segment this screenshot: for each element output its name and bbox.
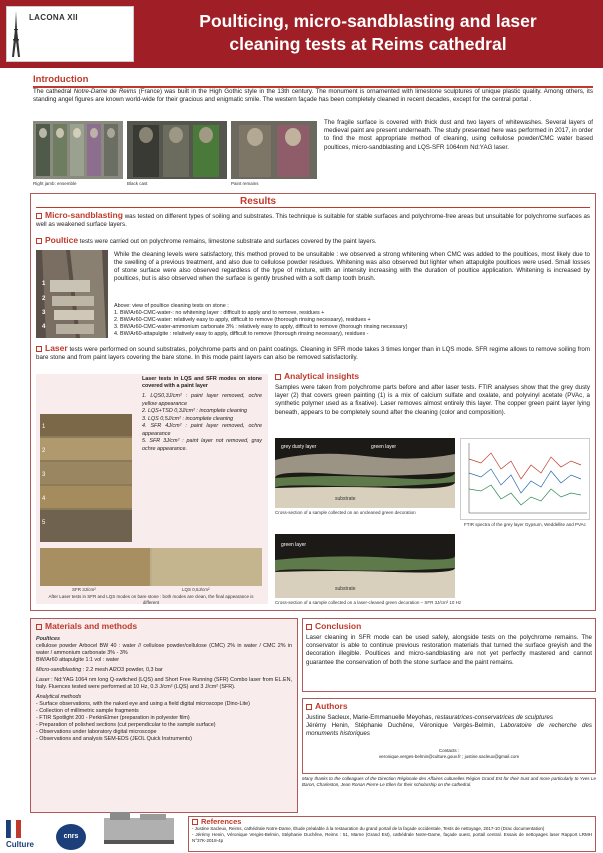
laser-item: 1. LQS0,3J/cm² : paint layer removed, ochre yellow appearance (142, 393, 262, 407)
poultices-text-2: BW/Ar60 attapulgite 1:1 vol : water (36, 657, 119, 663)
poultice-list (114, 303, 590, 338)
laser-items (142, 393, 262, 453)
poultice-list-item: 4. BW/Ar60-attapulgite : relatively easy to apply, difficult to remove (thorough rinsing necessary), residues - (114, 331, 369, 337)
materials-heading-line (36, 622, 292, 632)
label-green-layer: green layer (371, 444, 397, 450)
label-substrate: substrate (335, 496, 356, 502)
intro-text-c: (France) was built in the High Gothic style in the 13th century. The monument is ornamented with limestone sculptures of unique plastic quality. Among others, its standing angel figures are known world-wide for their gracious and enigmatic smile. The western façade has been completely cleaned in recent decades, except for the central portal . (33, 88, 593, 104)
checkbox-icon (36, 346, 42, 352)
eiffel-tower-icon (11, 11, 21, 57)
caption-paint-remains: Paint remains (231, 181, 259, 186)
analytical-method-item: - FTIR Spotlight 200 - PerkinElmer (preparation in polyester film) (36, 715, 190, 721)
laser-line (36, 677, 292, 691)
poultices-subheading: Poultices (36, 636, 60, 642)
svg-text:5: 5 (42, 520, 46, 526)
caption-right-jamb: Right jamb: ensemble (33, 181, 77, 186)
checkbox-icon (36, 238, 42, 244)
svg-text:1: 1 (42, 424, 46, 430)
photo-number-3: 3 (42, 310, 46, 316)
references-heading: References (201, 817, 242, 826)
checkbox-icon (192, 819, 198, 825)
micro-sandblasting-label: Micro-sandblasting (45, 210, 123, 220)
analytical-method-item: - Observations and analysis SEM-EDS (JEOL Quick Instruments) (36, 736, 192, 742)
conclusion-text: Laser cleaning in SFR mode can be used safely, alongside tests on the polychrome remains. The conservator is able to continue previous restoration materials that turned the surface greyish and the decoration illegible. Poultices and micro-sandblasting are not yet perfectly mastered and cannot guarantee the conservation of both the stone surface and the paint remains. (306, 634, 592, 666)
analytical-methods-subheading: Analytical methods (36, 694, 82, 700)
micro-sand-line (36, 667, 292, 674)
ftir-spectra (460, 438, 590, 520)
photo-number-2: 2 (42, 296, 46, 302)
photo-number-4: 4 (42, 324, 46, 330)
laser-body: tests were performed on sound substrates, polychrome parts and on paint coatings. Cleaning in SFR mode takes 3 times longer than in LQS mode. SFR regime allows to remove soiling from bare stone and from paint layers covering the bare stone. In this mode paint layers can also be removed satisfactorily. (36, 346, 590, 362)
analytical-heading-line (275, 372, 590, 382)
intro-text-b: Notre-Dame de Reims (73, 88, 137, 95)
photo-black-cast (127, 121, 227, 179)
authors-role-1: restauratrices-conservatrices de sculptures (434, 714, 553, 721)
introduction-text (33, 88, 593, 104)
title-line-1: Poulticing, micro-sandblasting and laser (199, 11, 537, 31)
photo-poultice-tests (36, 250, 108, 338)
poultice-label: Poultice (45, 235, 79, 245)
reference-item: - Jérémy Henin, Véronique Vergès-Belmin, Stéphanie Duchêne, Reims : 51, Marne (Grand Est), cathédrale Notre-Dame, façade ouest, portail central. Essais de nettoyages laser Rapport LRMH N°37K-2018-4p (192, 831, 592, 843)
poultice-body: tests were carried out on polychrome remains, limestone substrate and surfaces covered by the paint layers. (78, 238, 377, 245)
photo-laser-bare-stone (40, 548, 262, 586)
laser-item: 2. LQS+TSD 0,3J/cm² : incomplete cleaning (142, 408, 248, 414)
contacts-emails[interactable]: veronique.verges-belmin@culture.gouv.fr ; justine.sacleux@gmail.com (378, 753, 520, 759)
laser-photo-label-lqs: LQS 0,5J/cm² (182, 587, 210, 592)
laser-label: Laser (45, 343, 68, 353)
checkbox-icon (275, 374, 281, 380)
logo-title: LACONA XII (29, 13, 78, 22)
ministry-culture-logo (4, 818, 50, 850)
materials-body (36, 636, 292, 743)
laser-box-title: Laser tests in LQS and SFR modes on stone covered with a paint layer (142, 376, 262, 389)
poultice-list-item: 2. BW/Ar60-CMC-water: relatively easy to apply, difficult to remove (thorough rinsing necessary), residues + (114, 317, 371, 323)
authors-role-2: Laboratoire de recherche des monuments historiques (306, 722, 592, 738)
label-green-layer-cleaned: green layer (281, 542, 307, 548)
lrmh-building-logo (100, 808, 180, 848)
laser-item: 3. LQS 0,5J/cm² : incomplete cleaning (142, 415, 234, 422)
caption-cross-section-cleaned: Cross-section of a sample collected on a laser-cleaned green decoration – SFR 3J/cm² 10 Hz (275, 600, 462, 605)
results-divider (36, 207, 590, 208)
photo-right-jamb (33, 121, 123, 179)
introduction-heading: Introduction (33, 74, 89, 85)
culture-label: Culture (6, 840, 34, 849)
analytical-method-item: - Observations under laboratory digital microscope (36, 729, 157, 735)
header-banner (0, 0, 603, 68)
laser-photo-label-sfr: SFR 3J/cm² (72, 587, 96, 592)
conclusion-heading: Conclusion (315, 621, 362, 631)
micro-sand-subheading: Micro-sandblasting (36, 667, 82, 673)
label-substrate-cleaned: substrate (335, 586, 356, 592)
lacona-logo (6, 6, 134, 62)
caption-ftir: FTIR spectra of the grey layer Gypsum, Weddellite and PVAc (464, 522, 586, 527)
contacts-block (306, 748, 592, 760)
intro-text-a: The cathedral (33, 88, 74, 95)
micro-sand-text: : 2.2 mesh Al2O3 powder, 0,3 bar (81, 667, 163, 673)
references-heading-line (192, 818, 592, 826)
conclusion-heading-line (306, 622, 592, 632)
svg-text:2: 2 (42, 448, 46, 454)
poultice-detail-text: While the cleaning levels were satisfactory, this method proved to be unsuitable : we observed a strong whitening when CMC was added to the poultices, most likely due to the swelling of a previous treatment, and also due to cellulose powder residues. Whitening was also observed but lighter when attapulgite poultices were used. Small losses of stone surface were also observed regardless of the type of mixture, with an intensity increasing with the duration of poultice application. Whitening is increased by poultices, but is also observed when the surface is gently brushed with a soft damp tooth brush. (114, 251, 590, 283)
micro-sandblasting-text (36, 211, 590, 229)
laser-item: 5. SFR 3J/cm² : paint layer not removed, gray ochre appearance. (142, 438, 262, 452)
checkbox-icon (36, 213, 42, 219)
materials-heading: Materials and methods (45, 621, 138, 631)
caption-cross-section-uncleaned: Cross-section of a sample collected on an uncleaned green decoration (275, 510, 416, 515)
laser-caption: After Laser tests in SFR and LQS modes on bare stone : both modes are clean, the final appearance is different (48, 594, 254, 605)
footer-logos (0, 818, 100, 853)
poultice-list-item: 1. BW/Ar60-CMC-water-: no whitening layer : difficult to apply and to remove, residues + (114, 310, 325, 316)
results-heading: Results (240, 196, 277, 207)
photo-cross-section-cleaned (275, 534, 455, 598)
poultice-intro-text (36, 236, 590, 246)
svg-text:3: 3 (42, 472, 46, 478)
analytical-heading: Analytical insights (284, 371, 360, 381)
photo-laser-tests (40, 414, 132, 542)
poultice-list-title: Above: view of poultice cleaning tests on stone : (114, 303, 229, 309)
introduction-side-text: The fragile surface is covered with thick dust and two layers of whitewashes. Several layers of medieval paint are present underneath. The study presented here was performed in 2017, in order to find the most appropriate method of cleaning, using cellulose powder/CMC water based poultices, micro-sandblasting and LQS-SFR 1064nm Nd:YAG laser. (324, 119, 593, 151)
laser-subheading: Laser (36, 677, 50, 683)
references-list (192, 826, 592, 843)
acknowledgements: Many thanks to the colleagues of the Direction Régionale des Affaires culturelles Région Grand Est for their trust and more particularly to Yves Le Baron, Charleston, Jean Ronan Pierre-Le Ellen for their scholarship on the cathedral. (302, 776, 596, 787)
laser-item: 4. SFR 4J/cm² : paint layer removed, ochre appearance (142, 423, 262, 437)
svg-text:4: 4 (42, 496, 46, 502)
contacts-label: Contacts : (438, 748, 460, 753)
cnrs-logo: cnrs (56, 824, 86, 850)
analytical-method-item: - Collection of millimetric sample fragments (36, 708, 139, 714)
analytical-method-item: - Preparation of polished sections (cut perpendicular to the sample surface) (36, 722, 216, 728)
title-line-2: cleaning tests at Reims cathedral (229, 34, 507, 54)
reference-item: - Justine Sacleux, Reims, cathédrale Notre-Dame, Étude préalable à la restauration du grand portail de la façade occidentale, Tests de nettoyage, 2017-10 (Drac documentation) (192, 826, 545, 831)
photo-paint-remains (231, 121, 317, 179)
authors-heading-line (306, 702, 592, 712)
authors-heading: Authors (315, 701, 348, 711)
authors-text (306, 714, 592, 739)
label-grey-dusty-layer: grey dusty layer (281, 444, 317, 450)
poultice-list-item: 3. BW/Ar60-CMC-water-ammonium carbonate 3% : relatively easy to apply, difficult to remove (thorough rinsing necessary) (114, 324, 408, 330)
micro-sandblasting-body: was tested on different types of soiling and substrates. This technique is suitable for stable surfaces and polychrome-free areas but unsuitable for polychrome surfaces as well as weakened surface layers. (36, 213, 590, 229)
checkbox-icon (306, 624, 312, 630)
checkbox-icon (306, 704, 312, 710)
poultices-text: cellulose powder Arbocel BW 40 : water // cellulose powder/cellulose (CMC) 2% in water / CMC 2% in water / ammonium carbonate 3% - 3% (36, 643, 292, 656)
authors-names-1: Justine Sacleux, Marie-Emmanuelle Meyohas, (306, 714, 435, 721)
poster-title (140, 10, 596, 56)
analytical-text: Samples were taken from polychrome parts before and after laser tests. FTIR analyses show that the grey dusty layer (2) that covers green painting (1) is a mix of calcium sulfate and oxalate, and polyvinyl acetate (PVAc, a synthetic polymer used as a fixative). Laser removes almost entirely this layer. The copper green paint layer lying beneath, appears to be completely sound after the cleaning (color and composition). (275, 384, 590, 416)
laser-text (36, 344, 590, 362)
photo-cross-section-uncleaned (275, 438, 455, 508)
analytical-method-item: - Surface observations, with the naked eye and using a field digital microscope (Dino-Lite) (36, 701, 250, 707)
authors-names-2: Jérémy Henin, Stéphanie Duchêne, Véronique Vergès-Belmin, (306, 722, 501, 730)
photo-number-1: 1 (42, 281, 46, 287)
caption-black-cast: Black cast (127, 181, 148, 186)
checkbox-icon (36, 624, 42, 630)
laser-method-text: : Nd:YAG 1064 nm long Q-switched (LQS) and Short Free Running (SFR) Combo laser from EL.EN, Italy. Fluences tested were performed at 10 Hz, 0.3 J/cm² (LQS) and 3 J/cm² (SFR). (36, 677, 292, 690)
